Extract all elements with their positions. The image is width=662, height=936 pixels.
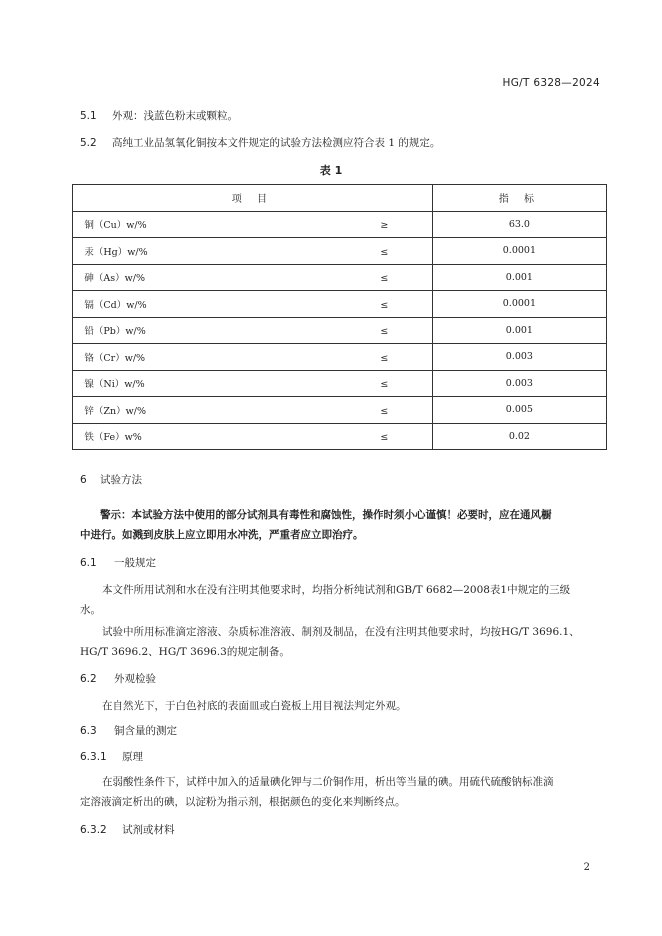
- para-6-1-1-line-1: 本文件所用试剂和水在没有注明其他要求时，均指分析纯试剂和GB/T 6682—2008表1中规定的三级: [102, 584, 571, 596]
- item-cell: [73, 423, 433, 450]
- clause-number: 5.2: [80, 137, 97, 149]
- para-6-3-1-line-1: 在弱酸性条件下，试样中加入的适量碘化钾与二价铜作用，析出等当量的碘。用硫代硫酸钠标准滴: [102, 776, 554, 788]
- para-6-2: 在自然光下，于白色衬底的表面皿或白瓷板上用目视法判定外观。: [102, 700, 407, 712]
- para-6-3-1-line-2: 定溶液滴定析出的碘，以淀粉为指示剂，根据颜色的变化来判断终点。: [80, 796, 406, 808]
- section-6-3-heading: [80, 724, 177, 738]
- para-6-1-2-line-1: 试验中所用标准滴定溶液、杂质标准溶液、制剂及制品，在没有注明其他要求时，均按HG/T 3696.1、: [102, 626, 580, 638]
- item-name: 砷（As）w/%: [84, 273, 145, 285]
- spec-table: [72, 184, 607, 450]
- comparison-operator: ≤: [380, 299, 389, 311]
- table-row: [73, 397, 607, 424]
- section-number: 6.3.2: [80, 824, 107, 836]
- item-cell: [73, 317, 433, 344]
- clause-number: 5.1: [80, 110, 97, 122]
- value-cell: 0.003: [432, 370, 606, 397]
- section-number: 6.1: [80, 557, 97, 569]
- table-row: [73, 238, 607, 265]
- table-caption: 表 1: [319, 164, 343, 177]
- table-row: [73, 211, 607, 238]
- comparison-operator: ≤: [380, 379, 389, 391]
- item-name: 镍（Ni）w/%: [84, 379, 145, 391]
- item-name: 铬（Cr）w/%: [84, 352, 146, 364]
- table-row: [73, 317, 607, 344]
- standard-number: HG/T 6328—2024: [502, 77, 600, 89]
- value-cell: 0.001: [432, 264, 606, 291]
- section-6-3-1-heading: [80, 750, 143, 764]
- comparison-operator: ≤: [380, 405, 389, 417]
- para-6-1-1-line-2: 水。: [80, 604, 101, 616]
- table-row: [73, 264, 607, 291]
- header-value: 指 标: [432, 185, 606, 212]
- clause-5-2: [80, 136, 440, 150]
- warning-line-2: 中进行。如溅到皮肤上应立即用水冲洗，严重者应立即治疗。: [80, 529, 364, 541]
- section-number: 6.3: [80, 725, 97, 737]
- item-cell: [73, 291, 433, 318]
- section-6-3-2-heading: [80, 823, 175, 837]
- item-cell: [73, 211, 433, 238]
- item-name: 锌（Zn）w/%: [84, 405, 146, 417]
- comparison-operator: ≤: [380, 273, 389, 285]
- item-name: 镉（Cd）w/%: [84, 299, 147, 311]
- clause-text: 高纯工业品氢氧化铜按本文件规定的试验方法检测应符合表 1 的规定。: [112, 137, 441, 149]
- page-number: 2: [583, 862, 590, 873]
- section-number: 6.3.1: [80, 751, 107, 763]
- table-row: [73, 423, 607, 450]
- item-cell: [73, 370, 433, 397]
- section-title: 外观检验: [114, 673, 157, 685]
- header-item: 项 目: [73, 185, 433, 212]
- comparison-operator: ≤: [380, 352, 389, 364]
- value-cell: 63.0: [432, 211, 606, 238]
- value-cell: 0.0001: [432, 238, 606, 265]
- table-row: [73, 291, 607, 318]
- table-row: [73, 370, 607, 397]
- value-cell: 0.02: [432, 423, 606, 450]
- section-title: 试剂或材料: [122, 824, 175, 836]
- item-cell: [73, 344, 433, 371]
- table-header-row: [73, 185, 607, 212]
- table-row: [73, 344, 607, 371]
- section-title: 试验方法: [100, 474, 143, 486]
- section-title: 一般规定: [114, 557, 157, 569]
- comparison-operator: ≤: [380, 432, 389, 444]
- section-number: 6.2: [80, 673, 97, 685]
- para-6-1-2-line-2: HG/T 3696.2、HG/T 3696.3的规定制备。: [80, 646, 290, 658]
- value-cell: 0.003: [432, 344, 606, 371]
- comparison-operator: ≤: [380, 246, 389, 258]
- section-number: 6: [80, 474, 87, 486]
- comparison-operator: ≤: [380, 326, 389, 338]
- warning-line-1: 警示：本试验方法中使用的部分试剂具有毒性和腐蚀性，操作时须小心谨慎！必要时，应在通风橱: [100, 509, 552, 521]
- section-6-2-heading: [80, 672, 156, 686]
- item-name: 铅（Pb）w/%: [84, 326, 146, 338]
- item-name: 汞（Hg）w/%: [84, 246, 148, 258]
- comparison-operator: ≥: [380, 220, 389, 232]
- section-title: 铜含量的测定: [114, 725, 178, 737]
- item-name: 铜（Cu）w/%: [84, 220, 147, 232]
- item-cell: [73, 238, 433, 265]
- section-title: 原理: [122, 751, 144, 763]
- section-6-heading: [80, 473, 142, 487]
- item-name: 铁（Fe）w%: [84, 432, 142, 444]
- section-6-1-heading: [80, 556, 156, 570]
- value-cell: 0.005: [432, 397, 606, 424]
- item-cell: [73, 397, 433, 424]
- value-cell: 0.001: [432, 317, 606, 344]
- clause-text: 外观：浅蓝色粉末或颗粒。: [112, 110, 239, 122]
- clause-5-1: [80, 109, 238, 123]
- item-cell: [73, 264, 433, 291]
- value-cell: 0.0001: [432, 291, 606, 318]
